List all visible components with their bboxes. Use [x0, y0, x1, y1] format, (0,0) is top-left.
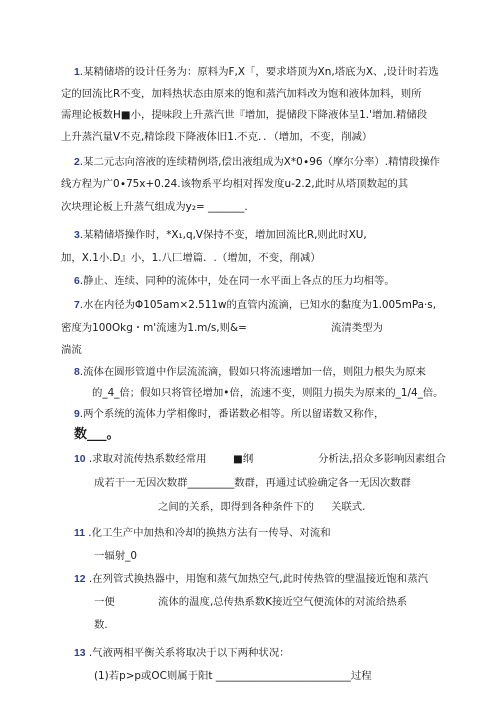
question-9-line-1: 9.两个系统的流体力学相像时，番诺数必相等。所以留诺数又称作， [74, 408, 385, 420]
question-1-line-1: 1.某精储塔的设计任务为：原料为F,X「，要求塔顶为Xn,塔底为X、,设计时若选 [74, 66, 439, 78]
question-10-line-3b: 关联式. [331, 501, 366, 513]
question-12-line-2a: 一便 [94, 596, 115, 608]
question-11-line-2: 一辐射_0 [94, 550, 137, 562]
question-3-line-2: 加，X.1小.D』小，1.八匚增篇．.（增加，不变，削减） [61, 252, 321, 264]
question-10-line-2: 成若干一无因次数群_________数群，再通过试验确定各一无因次数群 [94, 477, 411, 489]
question-7-line-3: 湍流 [61, 344, 82, 356]
question-7-line-1: 7.水在内径为Φ105am×2.511w的直管内流滴，已知水的黏度为1.005mPa·s, [74, 299, 437, 311]
question-1-line-3: 需理论板数H■小，提味段上升蒸汽世『增加，提储段下降液体呈1.'增加.精储段 [61, 109, 428, 121]
question-10-line-1: 10 .求取对流传热系数经常用 [74, 453, 207, 465]
question-12-line-2b: 流体的温度,总传热系数K接近空气便流体的对流给热系 [158, 596, 408, 608]
question-11-line-1: 11 .化工生产中加热和冷却的换热方法有一传导、对流和 [74, 527, 331, 539]
question-8-line-2: 的_4_倍；假如只将管径增加•倍，流速不变，则阻力损失为原来的_1/4_倍。 [92, 387, 444, 399]
question-7-line-2a: 密度为100Okg・m'流速为1.m/s,则&= [61, 322, 247, 334]
question-9-line-2: 数___。 [74, 427, 120, 442]
question-10-line-1b: ■纲 [233, 453, 254, 465]
question-2-line-3: 次块理论板上升蒸气组成为y₂= _______. [61, 201, 248, 213]
question-10-line-3a: 之间的关系，即得到各种条件下的 [158, 501, 314, 513]
question-6-line-1: 6.静止、连续、同种的流体中，处在同一水平面上各点的压力均相等。 [74, 275, 395, 287]
question-1-line-4: 上升蒸汽量V不克,精馀段下降液体旧1.不克．．（增加，不变，削减） [61, 131, 373, 143]
question-2-line-2: 线方程为广0∙75x+0.24.该物系平均相对挥发度u-2.2,此时从塔顶数起的其 [61, 178, 409, 190]
question-12-line-3: 数. [94, 619, 108, 631]
question-12-line-1: 12 .在列管式换热器中，用饱和蒸气加热空气,此时传热管的壁温接近饱和蒸汽 [74, 573, 428, 585]
question-3-line-1: 3.某精储塔操作时，*X₁,q,V保持不变，增加回流比R,则此时XU, [74, 229, 367, 241]
question-13-line-2: (1)若p>p或OC则属于阳t __________________________过程 [94, 670, 372, 682]
question-1-line-2: 定的回流比R不变，加料热状态由原来的饱和蒸汽加料改为饱和液体加料，则所 [61, 88, 422, 100]
question-10-line-1c: 分析法,招众多影响因素组合 [318, 453, 446, 465]
question-2-line-1: 2.某二元志向溶液的连续精例塔,偿出液组成为X*0∙96（摩尔分率）.精情段操作 [74, 156, 441, 168]
question-13-line-1: 13 .气液两相平衡关系将取决于以下两种状况： [74, 647, 290, 659]
question-7-line-2b: 流清类型为 [331, 322, 383, 334]
question-8-line-1: 8.流体在圆形管道中作层流流滴，假如只将流速增加一倍，则阻力根失为原来 [74, 366, 426, 378]
